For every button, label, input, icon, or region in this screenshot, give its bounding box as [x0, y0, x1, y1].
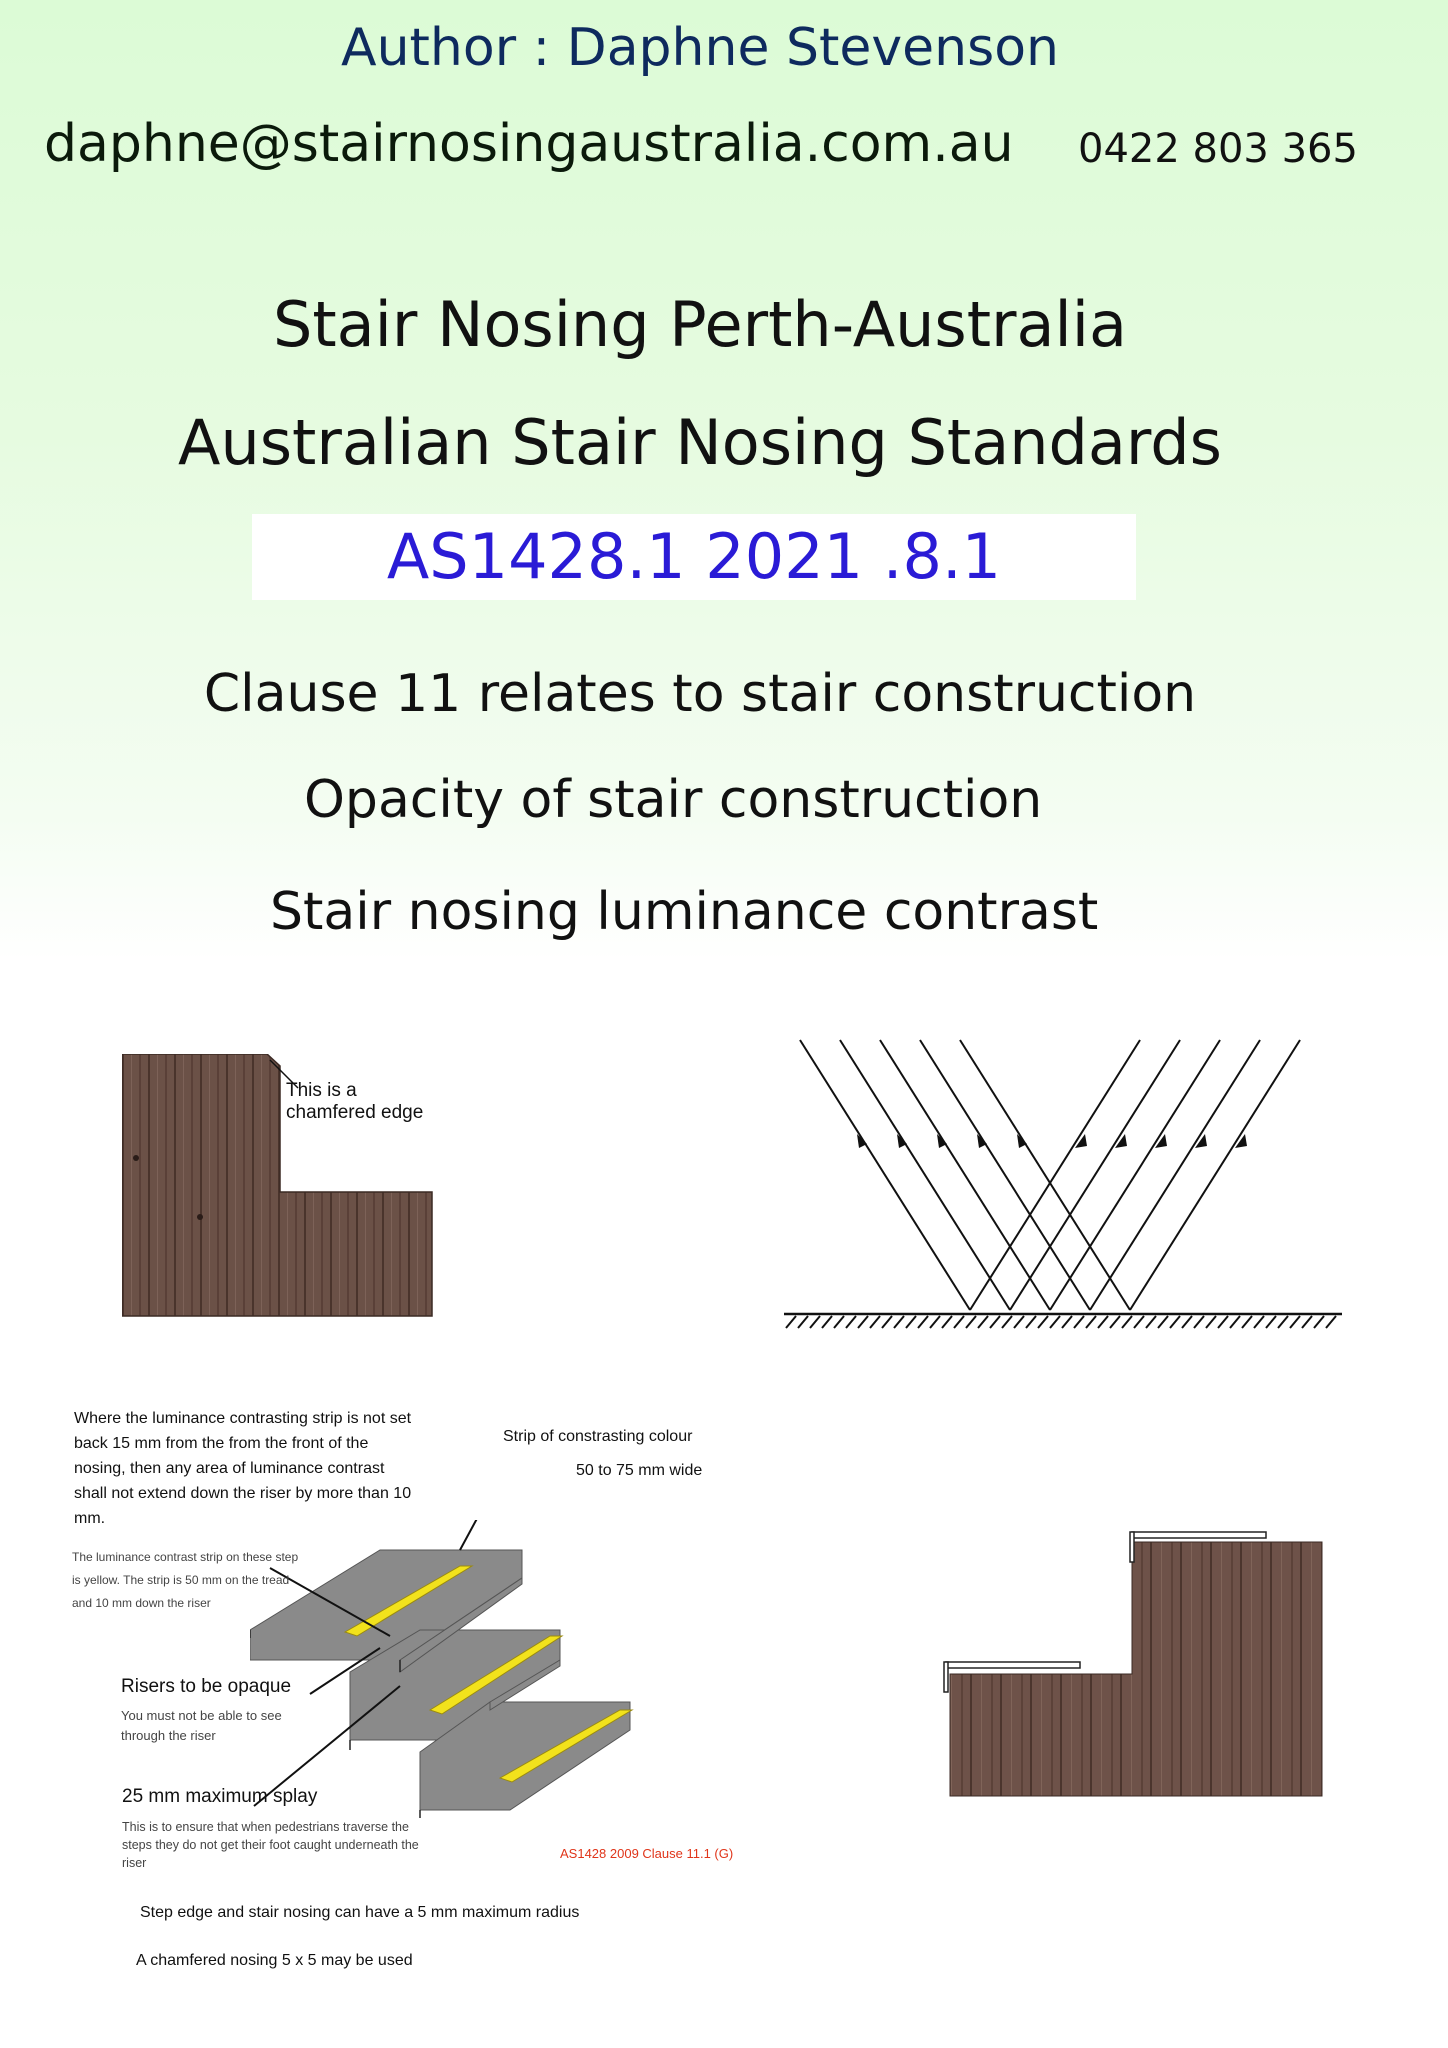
risers-title: Risers to be opaque	[121, 1676, 292, 1697]
topic-clause-11: Clause 11 relates to stair construction	[203, 664, 1197, 724]
clause-reference: AS1428 2009 Clause 11.1 (G)	[560, 1846, 734, 1861]
topic-opacity: Opacity of stair construction	[304, 770, 1043, 830]
chamfer-nosing-note: A chamfered nosing 5 x 5 may be used	[136, 1952, 413, 1969]
page-subtitle: Australian Stair Nosing Standards	[178, 406, 1222, 479]
wooden-steps-nosing-image	[940, 1524, 1330, 1800]
splay-title: 25 mm maximum splay	[122, 1786, 318, 1807]
topic-luminance: Stair nosing luminance contrast	[270, 882, 1099, 942]
standard-code-box: AS1428.1 2021 .8.1	[252, 514, 1136, 600]
author-line: Author : Daphne Stevenson	[341, 18, 1059, 78]
email-link[interactable]: daphne@stairnosingaustralia.com.au	[44, 114, 1014, 174]
phone-number[interactable]: 0422 803 365	[1078, 126, 1358, 172]
splay-note: This is to ensure that when pedestrians traverse the steps they do not get their foot caught underneath the riser	[122, 1820, 419, 1870]
note-yellow-strip: The luminance contrast strip on these step is yellow. The strip is 50 mm on the tread and 10 mm down the riser	[72, 1550, 299, 1610]
strip-label: Strip of constrasting colour	[503, 1428, 693, 1445]
light-reflection-diagram	[780, 1036, 1346, 1336]
page-title: Stair Nosing Perth-Australia	[273, 288, 1127, 361]
strip-width-label: 50 to 75 mm wide	[576, 1462, 703, 1479]
chamfer-label: This is a chamfered edge	[286, 1080, 424, 1123]
note-setback: Where the luminance contrasting strip is not set back 15 mm from the from the front of the nosing, then any area of luminance contrast shall not extend down the riser by more than 10 mm.	[74, 1410, 412, 1527]
stair-nosing-diagram	[250, 1520, 740, 1820]
radius-note: Step edge and stair nosing can have a 5 mm maximum radius	[140, 1904, 580, 1921]
risers-note: You must not be able to see through the riser	[121, 1708, 282, 1743]
